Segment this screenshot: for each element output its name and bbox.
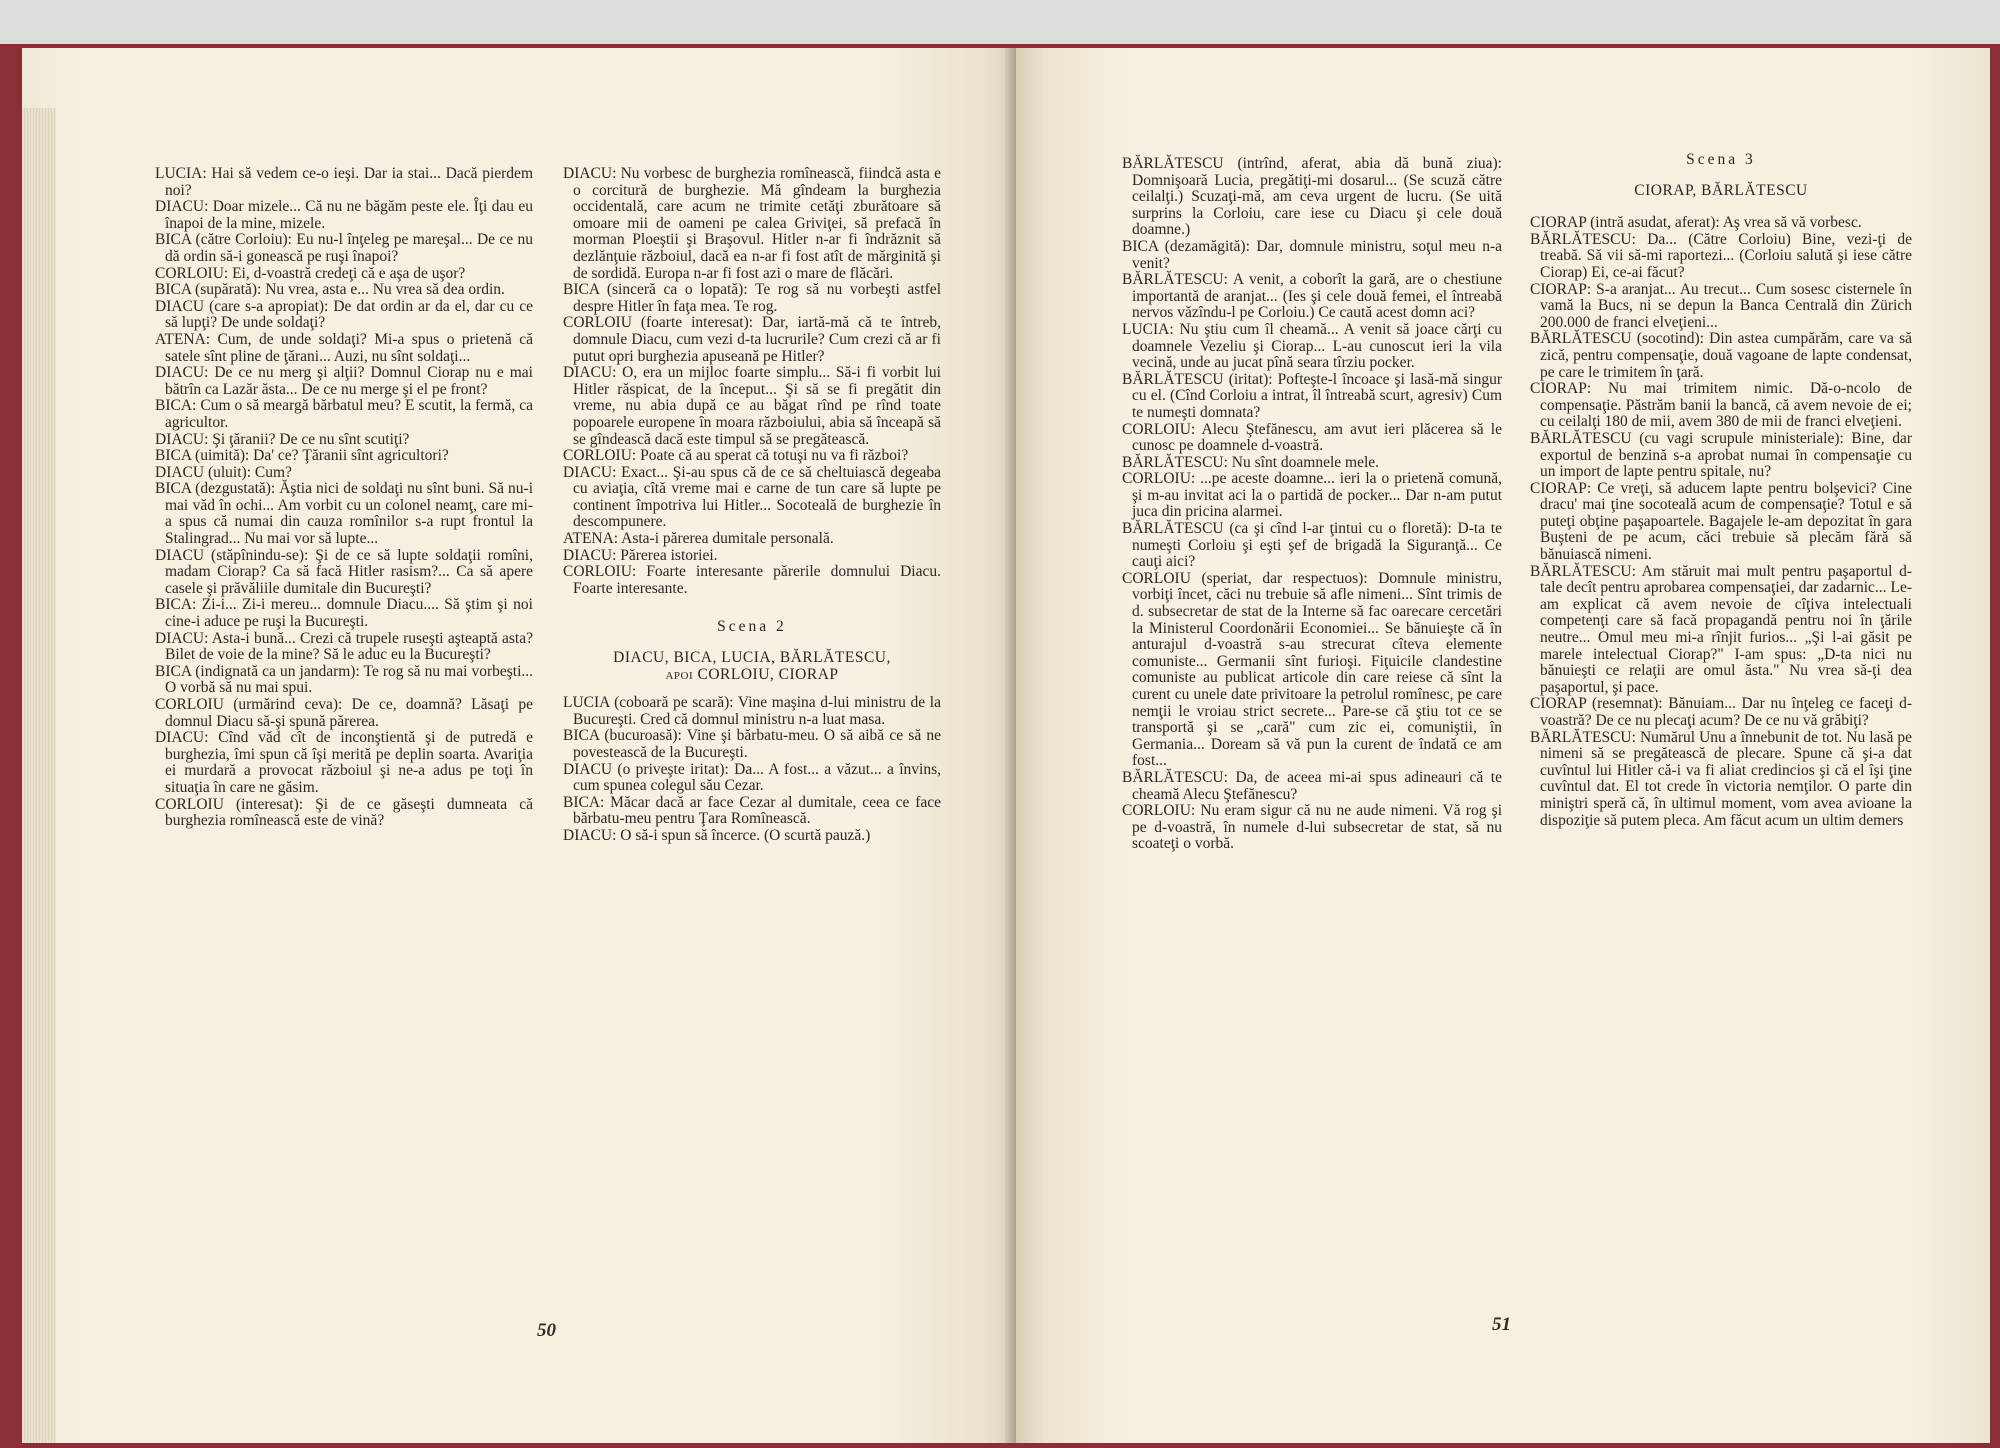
dialogue-line: BICA (indignată ca un jandarm): Te rog să nu mai vorbeşti... O vorbă să nu mai spui.	[155, 662, 533, 697]
dialogue-line: DIACU (uluit): Cum?	[155, 463, 292, 481]
dialogue-line: BĂRLĂTESCU (ca şi cînd l-ar ţintui cu o floretă): D-ta te numeşti Corloiu şi eşti şef de brigadă la Siguranţă... Ce cauţi aici?	[1122, 520, 1502, 571]
dialogue-line: CORLOIU: Alecu Ştefănescu, am avut ieri plăcerea să le cunosc pe doamnele d-voastră.	[1122, 420, 1502, 455]
dialogue-line: CORLOIU (interesat): Şi de ce găseşti dumneata că burghezia romînească este de vină?	[155, 795, 533, 830]
dialogue-line: BĂRLĂTESCU (cu vagi scrupule ministeriale): Bine, dar exportul de benzină s-a aprobat numai în compensaţie cu un import de lapte pentru spitale, nu?	[1530, 429, 1912, 481]
dialogue-line: BĂRLĂTESCU: Nu sînt doamnele mele.	[1122, 453, 1380, 471]
dialogue-line: BICA (bucuroasă): Vine şi bărbatu-meu. O să aibă ce să ne povestească de la Bucureşti.	[563, 727, 941, 761]
dialogue-line: ATENA: Asta-i părerea dumitale personală.	[563, 530, 834, 548]
dialogue-line: CIORAP: Nu mai trimitem nimic. Dă-o-ncolo de compensaţie. Păstrăm banii la bancă, că avem nevoie de ei; cu ceilalţi 180 de mii, avem 380 de mii de franci elveţieni.	[1530, 380, 1912, 431]
dialogue-line: DIACU: O să-i spun să încerce. (O scurtă pauză.)	[563, 826, 871, 844]
page-number-left: 50	[537, 1320, 556, 1341]
page-edges	[22, 108, 56, 1443]
scene-2-cast-line-2: apoi CORLOIU, CIORAP	[665, 665, 839, 683]
dialogue-line: DIACU (care s-a apropiat): De dat ordin ar da el, dar cu ce să lupţi? De unde soldaţi?	[155, 297, 533, 332]
scene-2-heading: Scena 2	[717, 618, 787, 636]
dialogue-line: DIACU: De ce nu merg şi alţii? Domnul Ciorap nu e mai bătrîn ca Lazăr ăsta... De ce nu merge şi el pe front?	[155, 364, 533, 398]
left-page	[22, 48, 1016, 1443]
scene-3-cast: CIORAP, BĂRLĂTESCU	[1634, 181, 1808, 199]
dialogue-line: BĂRLĂTESCU (socotind): Din astea cumpărăm, care va să zică, pentru compensaţie, două vagoane de lapte condensat, pe care le trimitem în ţară.	[1530, 330, 1912, 381]
dialogue-line: DIACU (stăpînindu-se): Şi de ce să lupte soldaţii romîni, madam Ciorap? Ca să facă Hitler rasism?... Ca să apere casele şi prăvăliile dumitale din Bucureşti?	[155, 546, 533, 597]
dialogue-line: DIACU: Asta-i bună... Crezi că trupele ruseşti aşteaptă asta? Bilet de voie de la mine? Să le aduc eu la Bucureşti?	[155, 629, 533, 664]
dialogue-line: LUCIA: Nu ştiu cum îl cheamă... A venit să joace cărţi cu doamnele Vezeliu şi Ciorap... L-au cunoscut ieri la vila vecină, unde au jucat pînă seara tîrziu pocker.	[1122, 320, 1502, 372]
dialogue-line: CIORAP (intră asudat, aferat): Aş vrea să vă vorbesc.	[1530, 214, 1862, 232]
dialogue-line: BĂRLĂTESCU: Da, de aceea mi-ai spus adineauri că te cheamă Alecu Ştefănescu?	[1122, 768, 1502, 803]
dialogue-line: BICA (uimită): Da' ce? Ţăranii sînt agricultori?	[155, 447, 449, 465]
dialogue-line: BĂRLĂTESCU: Da... (Către Corloiu) Bine, vezi-ţi de treabă. Să vii să-mi raportezi... (Corloiu salută şi iese către Ciorap) Ei, ce-ai făcut?	[1530, 230, 1912, 281]
dialogue-line: CORLOIU: Nu eram sigur că nu ne aude nimeni. Vă rog şi pe d-voastră, în numele d-lui subsecretar de stat, să nu scoateţi o vorbă.	[1122, 802, 1502, 853]
dialogue-line: CORLOIU: Poate că au sperat că totuşi nu va fi război?	[563, 447, 909, 465]
background-top-strip	[0, 0, 2000, 44]
right-page	[1016, 48, 1990, 1443]
dialogue-line: BĂRLĂTESCU: A venit, a coborît la gară, are o chestiune importantă de aranjat... (Ies şi cele două femei, el întreabă nervos văzîndu-l pe Corloiu.) Ce caută acest domn aci?	[1122, 271, 1502, 322]
scene-3-heading: Scena 3	[1686, 151, 1756, 168]
dialogue-line: CORLOIU: ...pe aceste doamne... ieri la o prietenă comună, şi m-au invitat aci la o partidă de pocker... Dar n-am putut juca din pricina alarmei.	[1122, 470, 1502, 521]
dialogue-line: CIORAP: Ce vreţi, să aducem lapte pentru bolşevici? Cine dracu' mai ţine socoteală acum de compensaţie? Totul e să puteţi obţine paşapoartele. Bagajele le-am depozitat în gara Buşteni de pe acum, căci trebuie să plecăm fără să bănuiască nimeni.	[1530, 479, 1912, 564]
dialogue-line: LUCIA: Hai să vedem ce-o ieşi. Dar ia stai... Dacă pierdem noi?	[155, 165, 533, 199]
dialogue-line: CIORAP: S-a aranjat... Au trecut... Cum sosesc cisternele în vamă la Bucs, ni se depun la Banca Centrală din Zürich 200.000 de franci elveţieni...	[1530, 280, 1912, 331]
dialogue-line: BĂRLĂTESCU (intrînd, aferat, abia dă bună ziua): Domnişoară Lucia, pregătiţi-mi dosarul... (Se scuză către ceilalţi.) Scuzaţi-mă, am ceva urgent de lucru. (Se uită surprins la Corloiu, care iese cu Diacu şi cele două doamne.)	[1122, 155, 1502, 239]
dialogue-line: DIACU: Doar mizele... Că nu ne băgăm peste ele. Îţi dau eu înapoi de la mine, mizele.	[155, 198, 533, 232]
dialogue-line: DIACU: Părerea istoriei.	[563, 546, 718, 564]
dialogue-line: BICA (supărată): Nu vrea, asta e... Nu vrea să dea ordin.	[155, 281, 505, 299]
dialogue-line: BICA (sinceră ca o lopată): Te rog să nu vorbeşti astfel despre Hitler în faţa mea. Te rog.	[563, 281, 941, 315]
dialogue-line: CORLOIU: Ei, d-voastră credeţi că e aşa de uşor?	[155, 264, 466, 282]
page-number-right: 51	[1492, 1314, 1511, 1335]
dialogue-line: BICA: Cum o să meargă bărbatul meu? E scutit, la fermă, ca agricultor.	[155, 397, 533, 431]
right-page-column-2	[1530, 152, 1912, 829]
scene-2-cast	[563, 650, 941, 683]
left-page-column-2	[563, 166, 941, 845]
dialogue-line: CORLOIU: Foarte interesante părerile domnului Diacu. Foarte interesante.	[563, 563, 941, 597]
dialogue-line: CORLOIU (speriat, dar respectuos): Domnule ministru, vorbiţi încet, căci nu trebuie să afle nimeni... Sînt trimis de d. subsecretar de stat de la Interne să fac oarecare cercetări la Ministerul Coordonării Economiei... Se bănuieşte că în anturajul d-voastră s-au strecurat cîteva elemente comuniste... Germanii sînt furioşi. Fiţuicile clandestine comuniste au publicat articole din care reiese că sînt la curent cu unele date privitoare la petrolul romînesc, pe care nemţii le vroiau strict secrete... Pare-se că ştiu tot ce se transportă şi se „cară" cum zic ei, comuniştii, în Germania... Doream să vă pun la curent de îndată ce am fost...	[1122, 569, 1502, 770]
dialogue-line: DIACU: Cînd văd cît de inconştientă şi de putredă e burghezia, îmi spun că îşi merită pe deplin soarta. Avariţia ei murdară a provocat războiul şi ne-a adus pe toţi în situaţia în care ne găsim.	[155, 729, 533, 796]
dialogue-line: BICA: Zi-i... Zi-i mereu... domnule Diacu.... Să ştim şi noi cine-i aduce pe ruşi la Bucureşti.	[155, 596, 533, 631]
dialogue-line: BICA: Măcar dacă ar face Cezar al dumitale, ceea ce face bărbatu-meu pentru Ţara Romînească.	[563, 793, 941, 828]
dialogue-line: LUCIA (coboară pe scară): Vine maşina d-lui ministru de la Bucureşti. Cred că domnul ministru n-a luat masa.	[563, 694, 941, 728]
dialogue-line: BĂRLĂTESCU: Am stăruit mai mult pentru paşaportul d-tale decît pentru aprobarea compensaţiei, dar zadarnic... Le-am explicat că avem nevoie de cîţiva intelectuali competenţi care să facă propagandă pentru noi în ţările neutre... Omul meu mi-a rînjit furios... „Şi l-ai găsit pe marele intelectual Ciorap?" I-am spus: „D-ta nici nu bănuieşti ce relaţii are omul ăsta." Nu vrea să-ţi dea paşaportul, şi pace.	[1530, 562, 1912, 696]
dialogue-line: DIACU: Nu vorbesc de burghezia romînească, fiindcă asta e o corcitură de burghezie. Mă gîndeam la burghezia occidentală, care acum ne trimite cetăţi zburătoare să omoare mii de oameni pe calea Griviţei, să prefacă în morman Ploeştii şi Braşovul. Hitler n-ar fi îndrăznit să dezlănţuie războiul, dacă ea n-ar fi fost atît de mărginită şi de sordidă. Europa n-ar fi fost azi o mare de flăcări.	[563, 165, 941, 282]
scene-2-cast-line-1: DIACU, BICA, LUCIA, BĂRLĂTESCU,	[613, 649, 891, 667]
dialogue-line: BICA (dezamăgită): Dar, domnule ministru, soţul meu n-a venit?	[1122, 237, 1502, 272]
dialogue-line: BĂRLĂTESCU (iritat): Pofteşte-l încoace şi lasă-mă singur cu el. (Cînd Corloiu a intrat, îl întreabă scurt, agresiv) Cum te numeşti domnata?	[1122, 370, 1502, 421]
dialogue-line: DIACU (o priveşte iritat): Da... A fost... a văzut... a învins, cum spunea colegul său Cezar.	[563, 760, 941, 795]
left-page-column-1	[155, 166, 533, 830]
dialogue-line: BICA (către Corloiu): Eu nu-l înţeleg pe mareşal... De ce nu dă ordin să-i gonească pe ruşi înapoi?	[155, 231, 533, 265]
dialogue-line: ATENA: Cum, de unde soldaţi? Mi-a spus o prietenă că satele sînt pline de ţărani... Auzi, nu sînt soldaţi...	[155, 330, 533, 365]
dialogue-line: CORLOIU (foarte interesat): Dar, iartă-mă că te întreb, domnule Diacu, cum vezi d-ta lucrurile? Cum crezi că ar fi putut opri burghezia apuseană pe Hitler?	[563, 314, 941, 365]
dialogue-line: BĂRLĂTESCU: Numărul Unu a înnebunit de tot. Nu lasă pe nimeni să se pregătească de plecare. Spune că şi-a dat cuvîntul lui Hitler că-i va fi aliat credincios şi că el îşi ţine cuvîntul dat. El tot crede în victoria nemţilor. O parte din miniştri speră că, în ultimul moment, vom avea avioane la dispoziţie să putem pleca. Am făcut acum un ultim demers	[1530, 728, 1912, 829]
dialogue-line: DIACU: Exact... Şi-au spus că de ce să cheltuiască degeaba cu aviaţia, cîtă vreme mai e carne de tun care să lupte pe continent împotriva lui Hitler... Socoteală de burghezie în descompunere.	[563, 463, 941, 531]
dialogue-line: BICA (dezgustată): Ăştia nici de soldaţi nu sînt buni. Să nu-i mai văd în ochi... Am vorbit cu un colonel neamţ, care mi-a spus că numai din cauza romînilor s-a rupt frontul la Stalingrad... Nu mai vor să lupte...	[155, 480, 533, 548]
dialogue-line: CIORAP (resemnat): Bănuiam... Dar nu înţeleg ce faceţi d-voastră? De ce nu plecaţi acum? De ce nu vă grăbiţi?	[1530, 695, 1912, 729]
dialogue-line: DIACU: O, era un mijloc foarte simplu... Să-i fi vorbit lui Hitler răspicat, de la început... Şi să se fi pregătit din vreme, nu abia după ce au băgat rînd pe rînd toate popoarele europene în moara războiului, abia să înceapă să se gîndească dacă este timpul să se pregătească.	[563, 364, 941, 448]
right-page-column-1	[1122, 156, 1502, 853]
dialogue-line: DIACU: Şi ţăranii? De ce nu sînt scutiţi?	[155, 430, 410, 448]
dialogue-line: CORLOIU (urmărind ceva): De ce, doamnă? Lăsaţi pe domnul Diacu să-şi spună părerea.	[155, 696, 533, 730]
